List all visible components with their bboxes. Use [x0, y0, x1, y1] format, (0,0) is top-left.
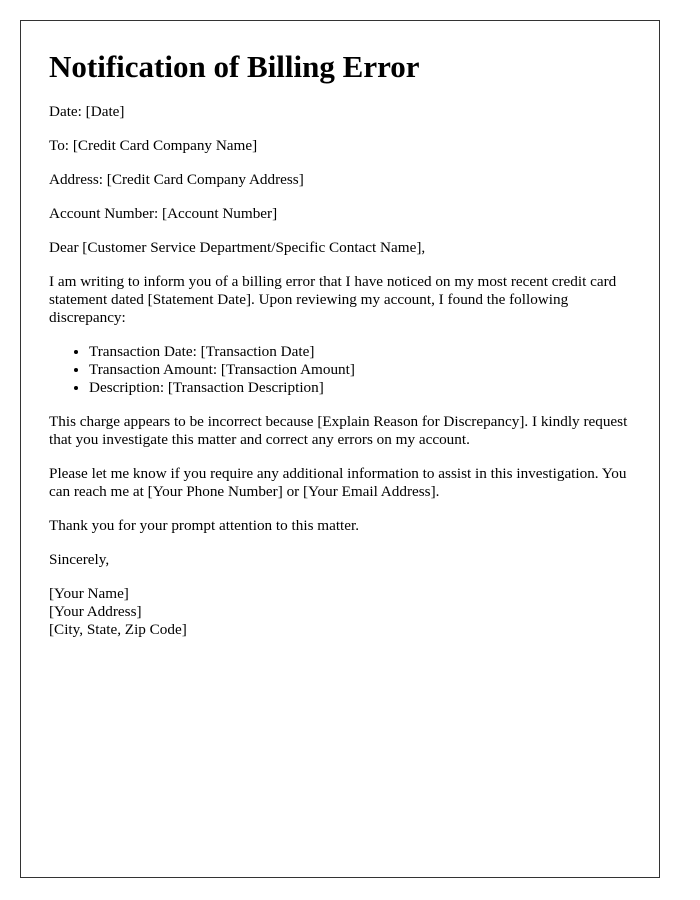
contact-paragraph: Please let me know if you require any additional information to assist in this investigation. You can reach me at [Your Phone Number] or [Your Email Address]. — [49, 465, 627, 500]
thanks-paragraph: Thank you for your prompt attention to this matter. — [49, 517, 360, 534]
reason-paragraph: This charge appears to be incorrect because [Explain Reason for Discrepancy]. I kindly request that you investigate this matter and correct any errors on my account. — [49, 413, 628, 448]
signature-address: [Your Address] — [49, 603, 142, 620]
account-number-line: Account Number: [Account Number] — [49, 205, 278, 222]
salutation: Dear [Customer Service Department/Specific Contact Name], — [49, 239, 426, 256]
signature-block — [49, 585, 631, 639]
letter-page — [20, 20, 660, 878]
signature-name: [Your Name] — [49, 585, 129, 602]
address-line: Address: [Credit Card Company Address] — [49, 171, 304, 188]
list-item-description: • Description: [Transaction Description] — [89, 379, 631, 397]
intro-paragraph: I am writing to inform you of a billing error that I have noticed on my most recent credit card statement dated [Statement Date]. Upon reviewing my account, I found the following discrepancy: — [49, 273, 617, 326]
list-item-transaction-amount: • Transaction Amount: [Transaction Amount] — [89, 361, 631, 379]
signature-city-state-zip: [City, State, Zip Code] — [49, 621, 187, 638]
closing: Sincerely, — [49, 551, 110, 568]
date-line: Date: [Date] — [49, 103, 125, 120]
list-item-transaction-date: • Transaction Date: [Transaction Date] — [89, 343, 631, 361]
recipient-line: To: [Credit Card Company Name] — [49, 137, 258, 154]
discrepancy-list — [49, 343, 631, 397]
letter-title: Notification of Billing Error — [49, 49, 420, 84]
